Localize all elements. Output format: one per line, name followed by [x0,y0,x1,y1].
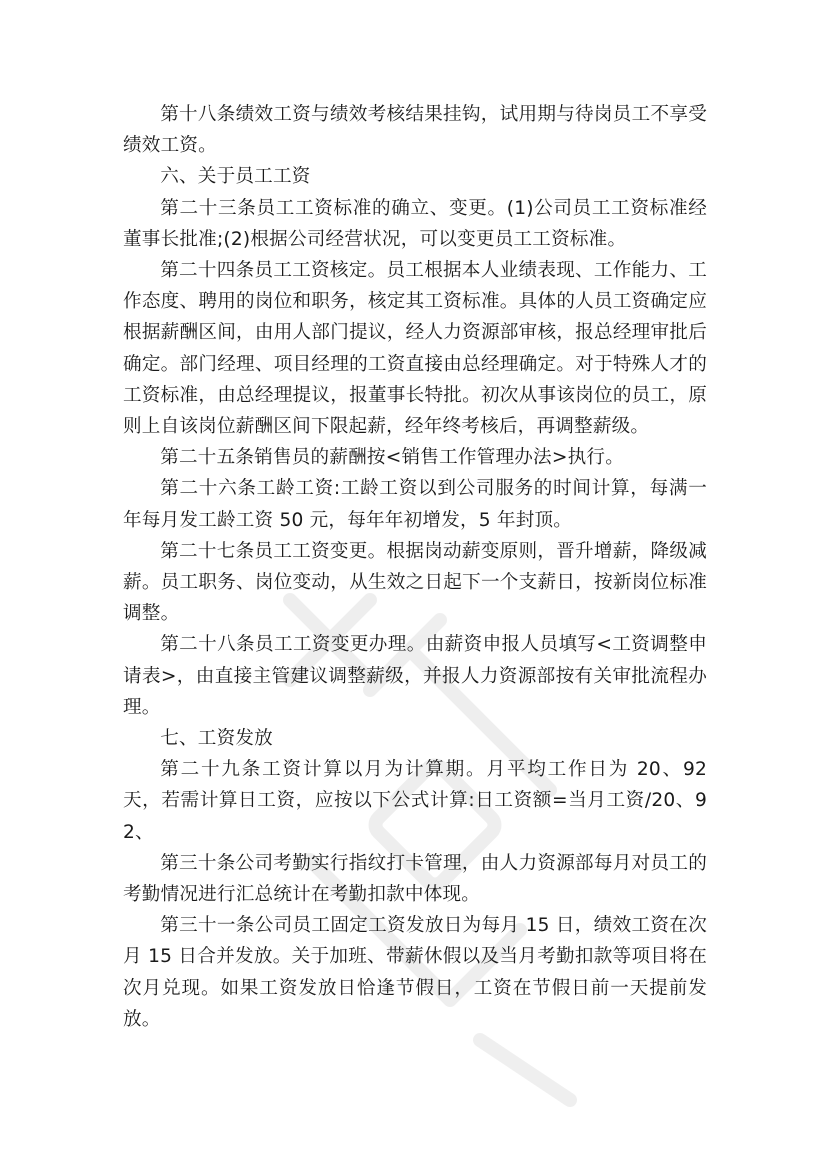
section-heading-6: 六、关于员工工资 [160,166,311,188]
paragraph-article-23: 第二十三条员工工资标准的确立、变更。(1)公司员工工资标准经董事长批准;(2)根据公司经营状况，可以变更员工工资标准。 [123,197,707,250]
paragraph-article-31: 第三十一条公司员工固定工资发放日为每月 15 日，绩效工资在次月 15 日合并发放。关于加班、带薪休假以及当月考勤扣款等项目将在次月兑现。如果工资发放日恰逢节假日，工资在节假日前一天提前发放。 [123,915,707,1030]
document-body [123,99,707,1035]
paragraph-article-29: 第二十九条工资计算以月为计算期。月平均工作日为 20、92 天，若需计算日工资，应按以下公式计算:日工资额=当月工资/20、92、 [123,759,707,843]
paragraph-article-18: 第十八条绩效工资与绩效考核结果挂钩，试用期与待岗员工不享受绩效工资。 [123,104,707,157]
paragraph-article-25: 第二十五条销售员的薪酬按<销售工作管理办法>执行。 [160,447,625,469]
paragraph-article-26: 第二十六条工龄工资:工龄工资以到公司服务的时间计算，每满一年每月发工龄工资 50 元，每年年初增发，5 年封顶。 [123,478,707,531]
paragraph-article-30: 第三十条公司考勤实行指纹打卡管理，由人力资源部每月对员工的考勤情况进行汇总统计在考勤扣款中体现。 [123,852,707,906]
paragraph-article-24: 第二十四条员工工资核定。员工根据本人业绩表现、工作能力、工作态度、聘用的岗位和职务，核定其工资标准。具体的人员工资确定应根据薪酬区间，由用人部门提议，经人力资源部审核，报总经理审批后确定。部门经理、项目经理的工资直接由总经理确定。对于特殊人才的工资标准，由总经理提议，报董事长特批。初次从事该岗位的员工，原则上自该岗位薪酬区间下限起薪，经年终考核后，再调整薪级。 [123,260,707,438]
paragraph-article-27: 第二十七条员工工资变更。根据岗动薪变原则，晋升增薪，降级减薪。员工职务、岗位变动，从生效之日起下一个支薪日，按新岗位标准调整。 [123,540,707,625]
paragraph-article-28: 第二十八条员工工资变更办理。由薪资申报人员填写<工资调整申请表>，由直接主管建议调整薪级，并报人力资源部按有关审批流程办理。 [123,634,707,718]
section-heading-7: 七、工资发放 [160,728,273,750]
